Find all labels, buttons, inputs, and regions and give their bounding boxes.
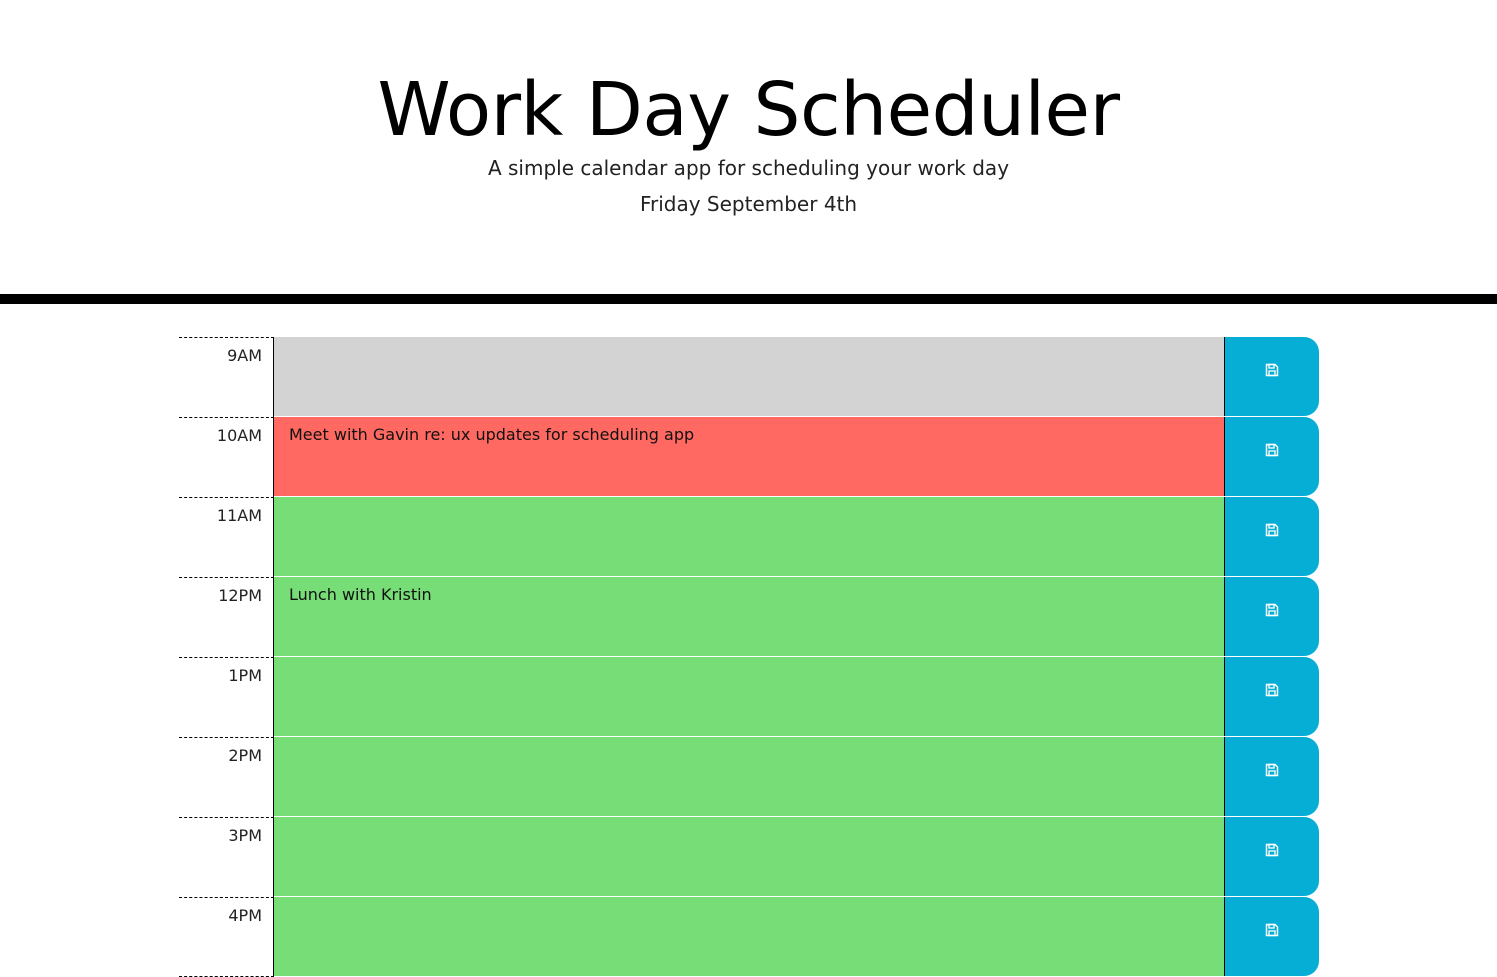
time-block-10am: [179, 417, 1319, 497]
current-day: Friday September 4th: [639, 192, 858, 216]
save-icon: [1265, 923, 1279, 937]
save-button[interactable]: [1224, 577, 1319, 656]
save-button[interactable]: [1224, 657, 1319, 736]
time-block-9am: [179, 337, 1319, 417]
event-description-input[interactable]: [274, 737, 1224, 817]
hour-label: 1PM: [179, 657, 274, 737]
event-description-input[interactable]: [274, 577, 1224, 657]
jumbotron-header: [0, 0, 1497, 294]
save-button[interactable]: [1224, 817, 1319, 896]
time-block-3pm: [179, 817, 1319, 897]
time-block-2pm: [179, 737, 1319, 817]
hour-label: 11AM: [179, 497, 274, 577]
event-description-input[interactable]: [274, 417, 1224, 497]
hour-label: 9AM: [179, 337, 274, 417]
save-icon: [1265, 603, 1279, 617]
save-icon: [1265, 523, 1279, 537]
save-button[interactable]: [1224, 337, 1319, 416]
time-block-11am: [179, 497, 1319, 577]
time-block-12pm: [179, 577, 1319, 657]
save-icon: [1265, 363, 1279, 377]
hour-label: 4PM: [179, 897, 274, 977]
save-button[interactable]: [1224, 897, 1319, 976]
hour-label: 3PM: [179, 817, 274, 897]
hour-label: 2PM: [179, 737, 274, 817]
save-icon: [1265, 763, 1279, 777]
page-title: Work Day Scheduler: [377, 67, 1120, 153]
time-block-1pm: [179, 657, 1319, 737]
time-block-4pm: [179, 897, 1319, 977]
event-description-input[interactable]: [274, 337, 1224, 417]
save-icon: [1265, 843, 1279, 857]
event-description-input[interactable]: [274, 497, 1224, 577]
save-icon: [1265, 443, 1279, 457]
event-description-input[interactable]: [274, 897, 1224, 977]
save-button[interactable]: [1224, 417, 1319, 496]
save-button[interactable]: [1224, 737, 1319, 816]
page-subtitle: A simple calendar app for scheduling your work day: [487, 156, 1010, 180]
hour-label: 10AM: [179, 417, 274, 497]
event-description-input[interactable]: [274, 817, 1224, 897]
header-divider: [0, 294, 1497, 304]
schedule-container: [179, 337, 1319, 977]
save-button[interactable]: [1224, 497, 1319, 576]
event-description-input[interactable]: [274, 657, 1224, 737]
save-icon: [1265, 683, 1279, 697]
hour-label: 12PM: [179, 577, 274, 657]
